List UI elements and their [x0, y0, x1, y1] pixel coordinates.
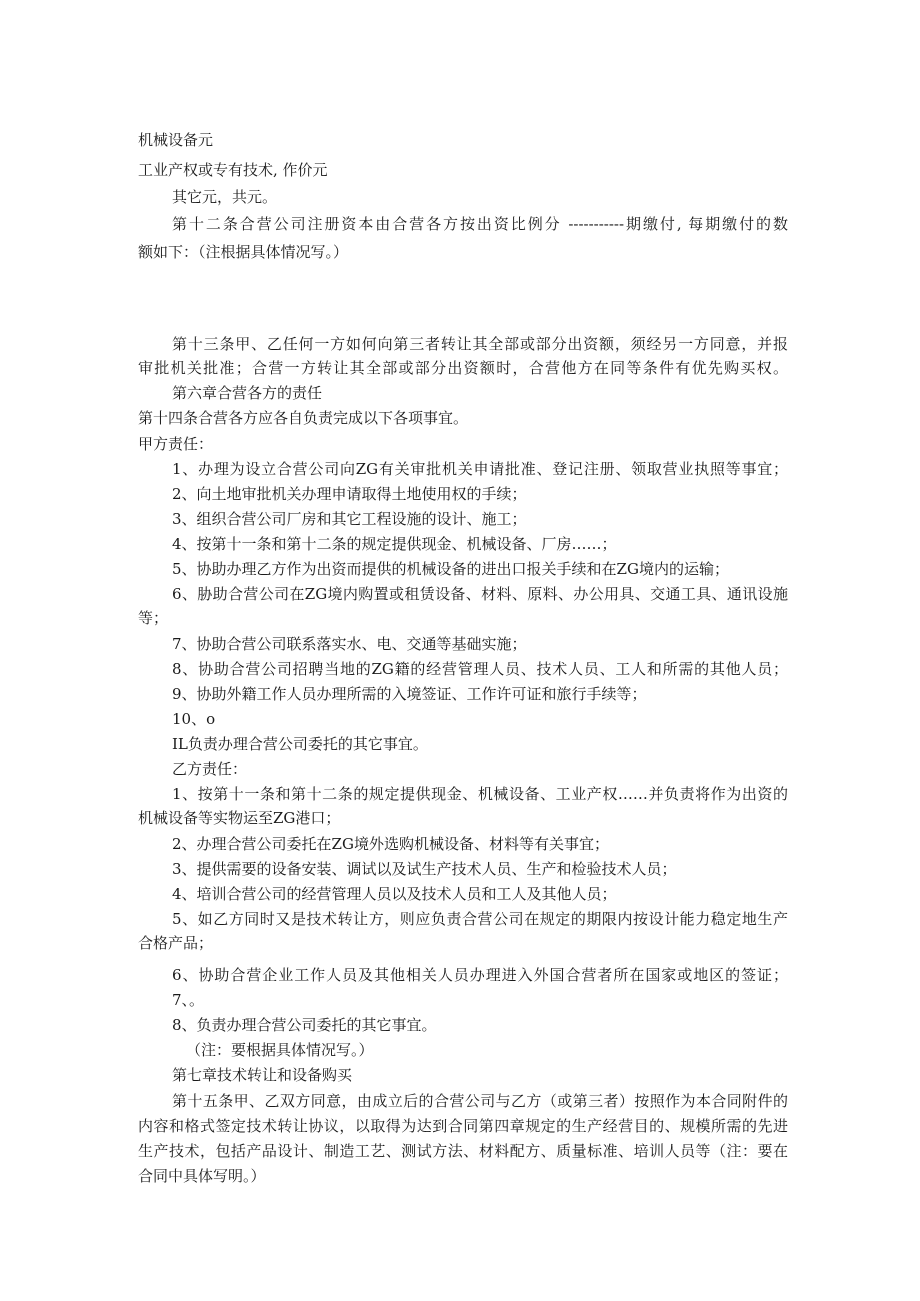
party-b-item-3: 3、提供需要的设备安装、调试以及试生产技术人员、生产和检验技术人员； [172, 860, 677, 878]
party-a-item-11: IL负责办理合营公司委托的其它事宜。 [172, 735, 428, 753]
party-a-item-2: 2、向土地审批机关办理申请取得土地使用权的手续； [172, 485, 527, 503]
chapter-6-heading: 第六章合营各方的责任 [172, 384, 323, 402]
party-a-item-5: 5、协助办理乙方作为出资而提供的机械设备的进出口报关手续和在ZG境内的运输； [172, 560, 729, 578]
party-a-item-3: 3、组织合营公司厂房和其它工程设施的设计、施工； [172, 510, 527, 528]
article-12-line-2: 额如下：（注根据具体情况写。） [138, 243, 349, 261]
article-13-line-1: 第十三条甲、乙任何一方如何向第三者转让其全部或部分出资额，须经另一方同意，并报 [172, 335, 788, 353]
party-a-item-1: 1、办理为设立合营公司向ZG有关审批机关申请批准、登记注册、领取营业执照等事宜； [172, 460, 788, 478]
chapter-7-heading: 第七章技术转让和设备购买 [172, 1066, 353, 1084]
party-b-item-7: 7、。 [172, 991, 205, 1009]
article-15-line-3: 生产技术，包括产品设计、制造工艺、测试方法、材料配方、质量标准、培训人员等（注：要在 [138, 1142, 788, 1160]
party-b-item-4: 4、培训合营公司的经营管理人员以及技术人员和工人及其他人员； [172, 885, 617, 903]
party-a-item-7: 7、协助合营公司联系落实水、电、交通等基础实施； [172, 635, 527, 653]
article-15-line-2: 内容和格式签定技术转让协议，以取得为达到合同第四章规定的生产经营目的、规模所需的先进 [138, 1117, 788, 1135]
article-15-line-1: 第十五条甲、乙双方同意，由成立后的合营公司与乙方（或第三者）按照作为本合同附件的 [172, 1092, 788, 1110]
party-b-item-2: 2、办理合营公司委托在ZG境外选购机械设备、材料等有关事宜； [172, 835, 609, 853]
party-b-item-6: 6、协助合营企业工作人员及其他相关人员办理进入外国合营者所在国家或地区的签证； [172, 966, 788, 984]
article-15-line-4: 合同中具体写明。） [138, 1167, 266, 1185]
party-b-item-1-line-1: 1、按第十一条和第十二条的规定提供现金、机械设备、工业产权……并负责将作为出资的 [172, 785, 788, 803]
party-a-item-9: 9、协助外籍工作人员办理所需的入境签证、工作许可证和旅行手续等； [172, 685, 647, 703]
party-b-item-8: 8、负责办理合营公司委托的其它事宜。 [172, 1016, 437, 1034]
article-12-line-1: 第十二条合营公司注册资本由合营各方按出资比例分 -----------期缴付, 每期缴付的数 [172, 215, 788, 233]
party-a-item-6-line-2: 等； [138, 609, 169, 627]
party-a-item-10: 10、o [172, 710, 216, 728]
text-line-industrial-property: 工业产权或专有技术, 作价元 [138, 161, 328, 179]
party-a-item-6-line-1: 6、胁助合营公司在ZG境内购置或租赁设备、材料、原料、办公用具、交通工具、通讯设施 [172, 585, 788, 603]
party-b-heading: 乙方责任： [172, 760, 248, 778]
text-line-mechanical-equipment: 机械设备元 [138, 131, 214, 149]
party-b-item-1-line-2: 机械设备等实物运至ZG港口； [138, 809, 341, 827]
text-line-other-total: 其它元，共元。 [172, 188, 278, 206]
note-line: （注：要根据具体情况写。） [186, 1041, 374, 1059]
article-14-line: 第十四条合营各方应各自负责完成以下各项事宜。 [138, 409, 469, 427]
party-a-heading: 甲方责任： [138, 435, 214, 453]
party-a-item-8: 8、协助合营公司招聘当地的ZG籍的经营管理人员、技术人员、工人和所需的其他人员； [172, 660, 788, 678]
party-a-item-4: 4、按第十一条和第十二条的规定提供现金、机械设备、厂房……； [172, 535, 617, 553]
article-13-line-2: 审批机关批准；合营一方转让其全部或部分出资额时，合营他方在同等条件有优先购买权。 [138, 359, 788, 377]
party-b-item-5-line-1: 5、如乙方同时又是技术转让方，则应负责合营公司在规定的期限内按设计能力稳定地生产 [172, 910, 788, 928]
party-b-item-5-line-2: 合格产品； [138, 934, 214, 952]
